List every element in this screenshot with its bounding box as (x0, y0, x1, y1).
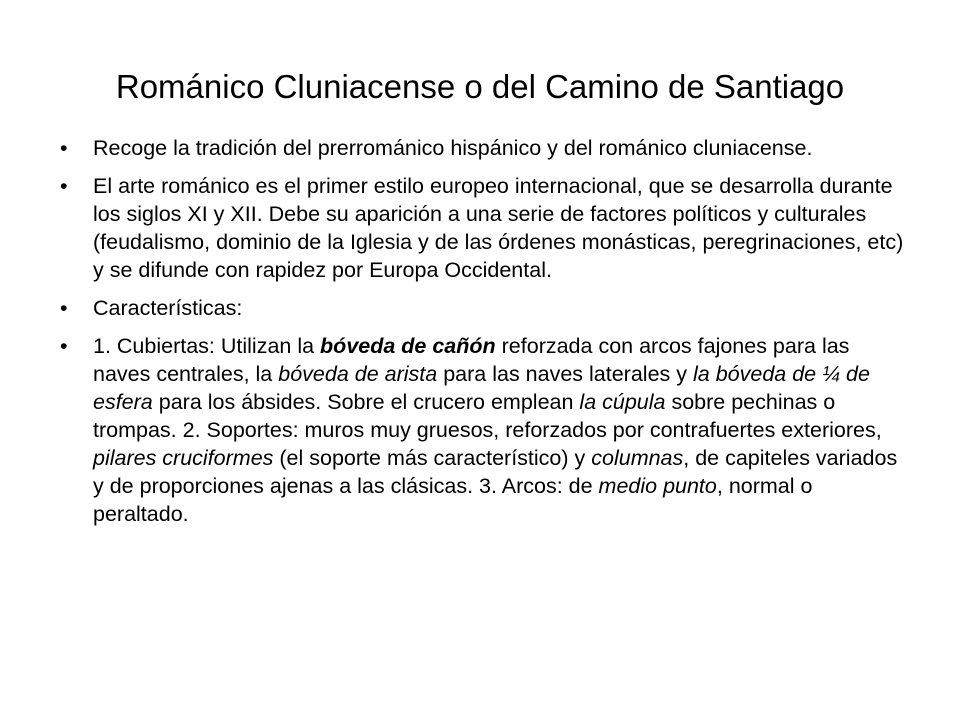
bullet-text (93, 334, 897, 526)
text-run: para las naves laterales y (437, 362, 693, 386)
bullet-text: Características: (93, 296, 243, 320)
emphasis-italic: medio punto (598, 474, 717, 498)
bullet-list (60, 134, 910, 538)
emphasis-italic: columnas (591, 446, 684, 470)
emphasis-italic: pilares cruciformes (93, 446, 274, 470)
text-run: sobre pechinas o trompas. 2. Soportes: muros muy gruesos, reforzados por contrafuertes exteriores, (93, 390, 882, 442)
bullet-marker: • (60, 136, 68, 160)
slide-title: Románico Cluniacense o del Camino de Santiago (115, 68, 845, 105)
emphasis-italic: la bóveda de ¼ de esfera (93, 362, 870, 414)
text-run: para los ábsides. Sobre el crucero emplean (152, 390, 580, 414)
text-run: , normal o peraltado. (93, 474, 813, 526)
bullet-text: Recoge la tradición del prerrománico hispánico y del románico cluniacense. (93, 136, 813, 160)
emphasis-italic: la cúpula (579, 390, 666, 414)
text-run: (el soporte más característico) y (273, 446, 592, 470)
bullet-item (60, 134, 910, 162)
bullet-text: El arte románico es el primer estilo europeo internacional, que se desarrolla durante los siglos XI y XII. Debe su aparición a una serie de factores políticos y culturales (feudalismo, dominio de la Iglesia y de las órdenes monásticas, peregrinaciones, etc) y se difunde con rapidez por Europa Occidental. (93, 174, 904, 282)
bullet-item (60, 332, 910, 528)
text-run: 1. Cubiertas: Utilizan la (93, 334, 321, 358)
bullet-item (60, 172, 910, 284)
bullet-item (60, 294, 910, 322)
emphasis-italic: bóveda de arista (278, 362, 438, 386)
bullet-marker: • (60, 174, 68, 198)
bullet-marker: • (60, 334, 68, 358)
text-run: reforzada con arcos fajones para las naves centrales, la (93, 334, 850, 386)
text-run: , de capiteles variados y de proporciones ajenas a las clásicas. 3. Arcos: de (93, 446, 898, 498)
emphasis-bold-italic: bóveda de cañón (320, 334, 496, 358)
bullet-marker: • (60, 296, 68, 320)
